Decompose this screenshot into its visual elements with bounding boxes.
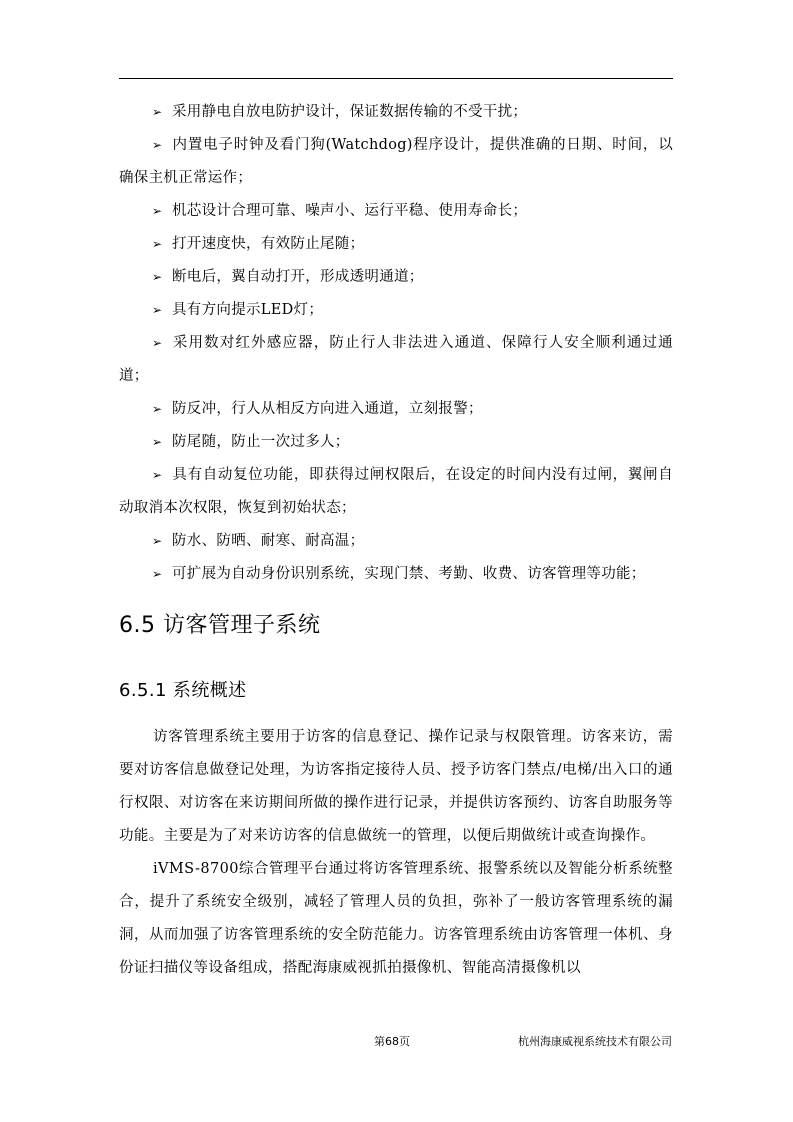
body-paragraph: iVMS-8700综合管理平台通过将访客管理系统、报警系统以及智能分析系统整合，提升了系统安全级别，减轻了管理人员的负担，弥补了一般访客管理系统的漏洞，从而加强了访客管理系统的安全防范能力。访客管理系统由访客管理一体机、身份证扫描仪等设备组成，搭配海康威视抓拍摄像机、智能高清摄像机以 <box>119 861 673 976</box>
header-rule <box>119 78 673 79</box>
company-name: 杭州海康威视系统技术有限公司 <box>518 1035 672 1048</box>
bullet-item: ➢ 内置电子时钟及看门狗(Watchdog)程序设计，提供准确的日期、时间，以确保主机正常运作； <box>119 129 673 195</box>
page-footer <box>0 1033 793 1053</box>
arrow-bullet-icon: ➢ <box>152 303 163 317</box>
bullet-item: ➢ 防反冲，行人从相反方向进入通道，立刻报警； <box>119 393 673 426</box>
bullet-item: ➢ 采用静电自放电防护设计，保证数据传输的不受干扰； <box>119 96 673 129</box>
arrow-bullet-icon: ➢ <box>152 138 163 152</box>
section-heading: 6.5 访客管理子系统 <box>119 613 321 638</box>
arrow-bullet-icon: ➢ <box>152 237 163 251</box>
subsection-heading: 6.5.1 系统概述 <box>119 680 247 701</box>
bullet-item: ➢ 机芯设计合理可靠、噪声小、运行平稳、使用寿命长； <box>119 195 673 228</box>
bullet-item: ➢ 防尾随，防止一次过多人； <box>119 426 673 459</box>
bullet-item: ➢ 具有自动复位功能，即获得过闸权限后，在设定的时间内没有过闸，翼闸自动取消本次权限，恢复到初始状态； <box>119 459 673 525</box>
bullet-item: ➢ 打开速度快，有效防止尾随； <box>119 228 673 261</box>
arrow-bullet-icon: ➢ <box>152 270 163 284</box>
arrow-bullet-icon: ➢ <box>152 402 163 416</box>
bullet-item: ➢ 采用数对红外感应器，防止行人非法进入通道、保障行人安全顺利通过通道； <box>119 327 673 393</box>
section-body <box>119 721 673 985</box>
arrow-bullet-icon: ➢ <box>152 435 163 449</box>
arrow-bullet-icon: ➢ <box>152 204 163 218</box>
feature-bullet-list <box>119 96 673 591</box>
arrow-bullet-icon: ➢ <box>152 468 163 482</box>
arrow-bullet-icon: ➢ <box>152 534 163 548</box>
bullet-item: ➢ 可扩展为自动身份识别系统，实现门禁、考勤、收费、访客管理等功能； <box>119 558 673 591</box>
arrow-bullet-icon: ➢ <box>152 336 163 350</box>
arrow-bullet-icon: ➢ <box>152 105 163 119</box>
body-paragraph: 访客管理系统主要用于访客的信息登记、操作记录与权限管理。访客来访，需要对访客信息做登记处理，为访客指定接待人员、授予访客门禁点/电梯/出入口的通行权限、对访客在来访期间所做的操作进行记录，并提供访客预约、访客自助服务等功能。主要是为了对来访访客的信息做统一的管理，以便后期做统计或查询操作。 <box>119 729 673 844</box>
bullet-item: ➢ 具有方向提示LED灯； <box>119 294 673 327</box>
arrow-bullet-icon: ➢ <box>152 567 163 581</box>
bullet-item: ➢ 断电后，翼自动打开，形成透明通道； <box>119 261 673 294</box>
page-number: 第68页 <box>374 1035 410 1048</box>
bullet-item: ➢ 防水、防晒、耐寒、耐高温； <box>119 525 673 558</box>
